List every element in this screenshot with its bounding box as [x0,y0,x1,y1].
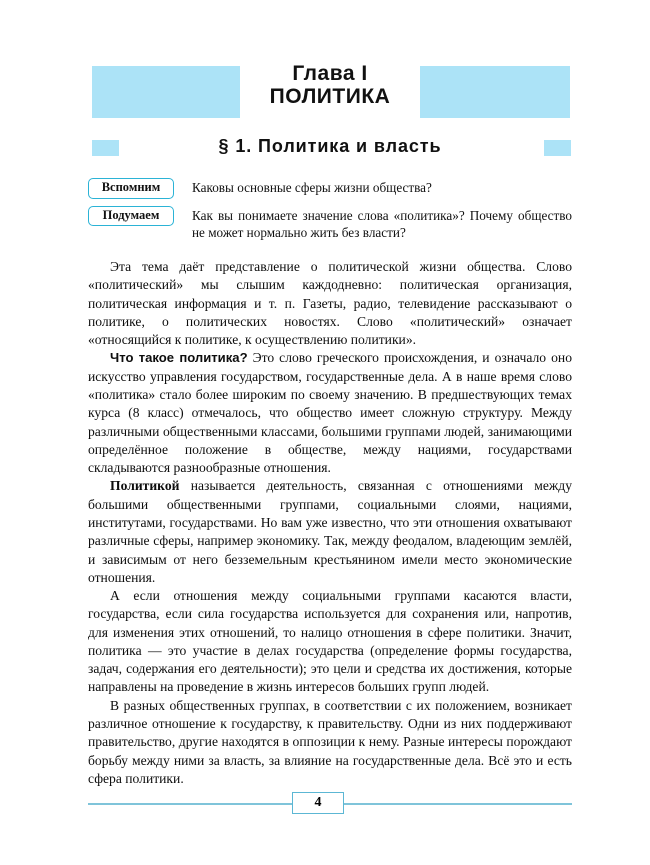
paragraph-text: называется деятельность, связанная с отношениями между большими общественными группами, социальными слоями, нациями, институтами, государствами. Но вам уже известно, что эти отношения охватывают различные сферы, например экономику. Так, между феодалом, владеющим землёй, и зависимым от него безземельным крестьянином имели место экономические отношения. [88,478,572,585]
paragraph-text: В разных общественных группах, в соответствии с их положением, возникает различное отношение к государству, к правительству. Одни из них поддерживают правительство, другие находятся в оппозиции к нему. Разные интересы порождают борьбу между ними за власть, за влияние на государственные дела. Всё это и есть сфера политики. [88,697,572,786]
prompt-badge-think: Подумаем [88,206,174,227]
body-copy [88,258,572,788]
paragraph [88,477,572,587]
paragraph-text: А если отношения между социальными группами касаются власти, государства, если сила государства используется для сохранения или, напротив, для изменения этих отношений, то налицо отношения в сфере политики. Значит, политика — это участие в делах государства (определение формы государства, задач, содержания его деятельности); это цели и средства их достижения, которые направлены на проведение в жизнь интересов больших групп людей. [88,588,572,695]
chapter-title-group [240,62,420,108]
paragraph [88,349,572,477]
prompt-row [88,206,572,242]
chapter-label: Глава I [292,62,368,85]
prompt-text-think: Как вы понимаете значение слова «политика»? Почему общество не может нормально жить без власти? [192,207,572,241]
chapter-header [88,64,572,120]
prompt-list [88,178,572,249]
page-footer [88,792,572,816]
paragraph-text: Это слово греческого происхождения, и означало оно искусство управления государством, государственные дела. А в наше время слово «политика» стало более широким по своему значению. В предшествующих темах курса (8 класс) отмечалось, что общество имеет сложную структуру. Между различными общественными классами, большими группами людей, занимающими определённое положение в обществе, между нациями, государствами складываются разнообразные отношения. [88,350,572,476]
prompt-text-recall: Каковы основные сферы жизни общества? [192,180,432,195]
section-header [88,136,572,164]
paragraph [88,258,572,349]
paragraph-text: Эта тема даёт представление о политической жизни общества. Слово «политический» мы слышим каждодневно: политическая организация, политическая информация и т. п. Газеты, радио, телевидение рассказывают о политике, о политических новостях. Слово «политический» означает «относящийся к политике, к осуществлению политики». [88,259,572,348]
paragraph [88,587,572,697]
chapter-name: ПОЛИТИКА [269,85,391,109]
page-number: 4 [292,792,344,814]
decorative-block-left [92,66,240,118]
prompt-row [88,178,572,199]
paragraph-lead: Что такое политика? [110,350,248,366]
decorative-block-right [420,66,570,118]
paragraph-lead: Политикой [110,478,180,494]
prompt-badge-recall: Вспомним [88,178,174,199]
section-title: § 1. Политика и власть [218,136,442,156]
paragraph [88,697,572,788]
